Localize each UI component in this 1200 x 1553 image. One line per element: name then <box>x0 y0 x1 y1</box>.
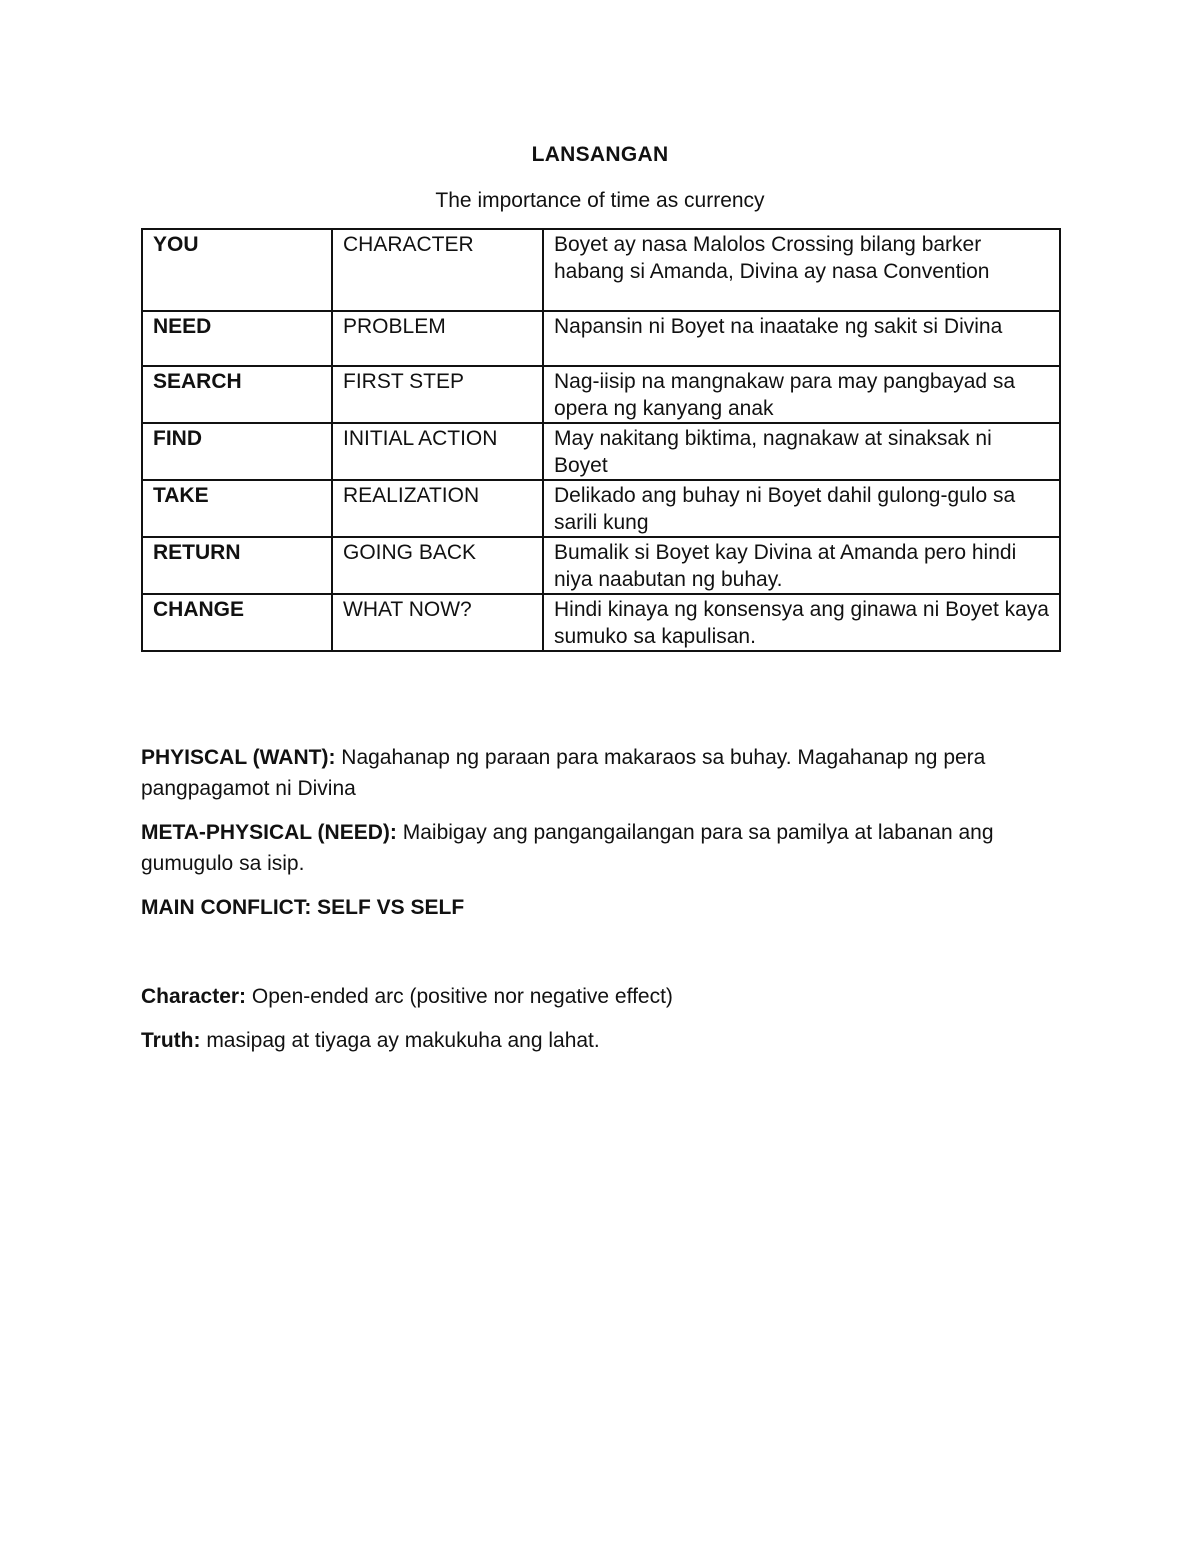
metaphysical-need-note <box>141 817 1059 879</box>
label-cell: PROBLEM <box>332 311 543 366</box>
description-cell: Bumalik si Boyet kay Divina at Amanda pero hindi niya naabutan ng buhay. <box>543 537 1060 594</box>
physical-want-note <box>141 742 1059 804</box>
beat-cell: SEARCH <box>142 366 332 423</box>
table-row <box>142 594 1060 651</box>
character-note <box>141 981 1059 1012</box>
beat-cell: RETURN <box>142 537 332 594</box>
truth-label: Truth: <box>141 1029 201 1052</box>
story-notes <box>141 742 1059 1056</box>
label-cell: CHARACTER <box>332 229 543 311</box>
table-row <box>142 537 1060 594</box>
story-beats-table <box>141 228 1061 652</box>
table-row <box>142 229 1060 311</box>
truth-note <box>141 1025 1059 1056</box>
metaphysical-need-text: Maibigay ang pangangailangan para sa pamilya at labanan ang gumugulo sa isip. <box>141 821 994 875</box>
character-label: Character: <box>141 985 247 1008</box>
beat-cell: NEED <box>142 311 332 366</box>
label-cell: GOING BACK <box>332 537 543 594</box>
description-cell: Delikado ang buhay ni Boyet dahil gulong-gulo sa sarili kung <box>543 480 1060 537</box>
document-page <box>141 140 1059 1069</box>
table-row <box>142 480 1060 537</box>
description-cell: Hindi kinaya ng konsensya ang ginawa ni Boyet kaya sumuko sa kapulisan. <box>543 594 1060 651</box>
table-row <box>142 311 1060 366</box>
main-conflict-note: MAIN CONFLICT: SELF VS SELF <box>141 896 465 919</box>
description-cell: Boyet ay nasa Malolos Crossing bilang barker habang si Amanda, Divina ay nasa Convention <box>543 229 1060 311</box>
description-cell: Napansin ni Boyet na inaatake ng sakit si Divina <box>543 311 1060 366</box>
physical-want-label: PHYISCAL (WANT): <box>141 746 336 769</box>
label-cell: WHAT NOW? <box>332 594 543 651</box>
character-text: Open-ended arc (positive nor negative effect) <box>246 985 673 1008</box>
document-title: LANSANGAN <box>531 143 669 166</box>
truth-text: masipag at tiyaga ay makukuha ang lahat. <box>200 1029 600 1052</box>
metaphysical-need-label: META-PHYSICAL (NEED): <box>141 821 397 844</box>
description-cell: May nakitang biktima, nagnakaw at sinaksak ni Boyet <box>543 423 1060 480</box>
label-cell: INITIAL ACTION <box>332 423 543 480</box>
label-cell: REALIZATION <box>332 480 543 537</box>
physical-want-text: Nagahanap ng paraan para makaraos sa buhay. Magahanap ng pera pangpagamot ni Divina <box>141 746 986 800</box>
beat-cell: YOU <box>142 229 332 311</box>
description-cell: Nag-iisip na mangnakaw para may pangbayad sa opera ng kanyang anak <box>543 366 1060 423</box>
label-cell: FIRST STEP <box>332 366 543 423</box>
table-row <box>142 366 1060 423</box>
beat-cell: TAKE <box>142 480 332 537</box>
beat-cell: CHANGE <box>142 594 332 651</box>
document-subtitle: The importance of time as currency <box>435 189 765 212</box>
table-row <box>142 423 1060 480</box>
beat-cell: FIND <box>142 423 332 480</box>
